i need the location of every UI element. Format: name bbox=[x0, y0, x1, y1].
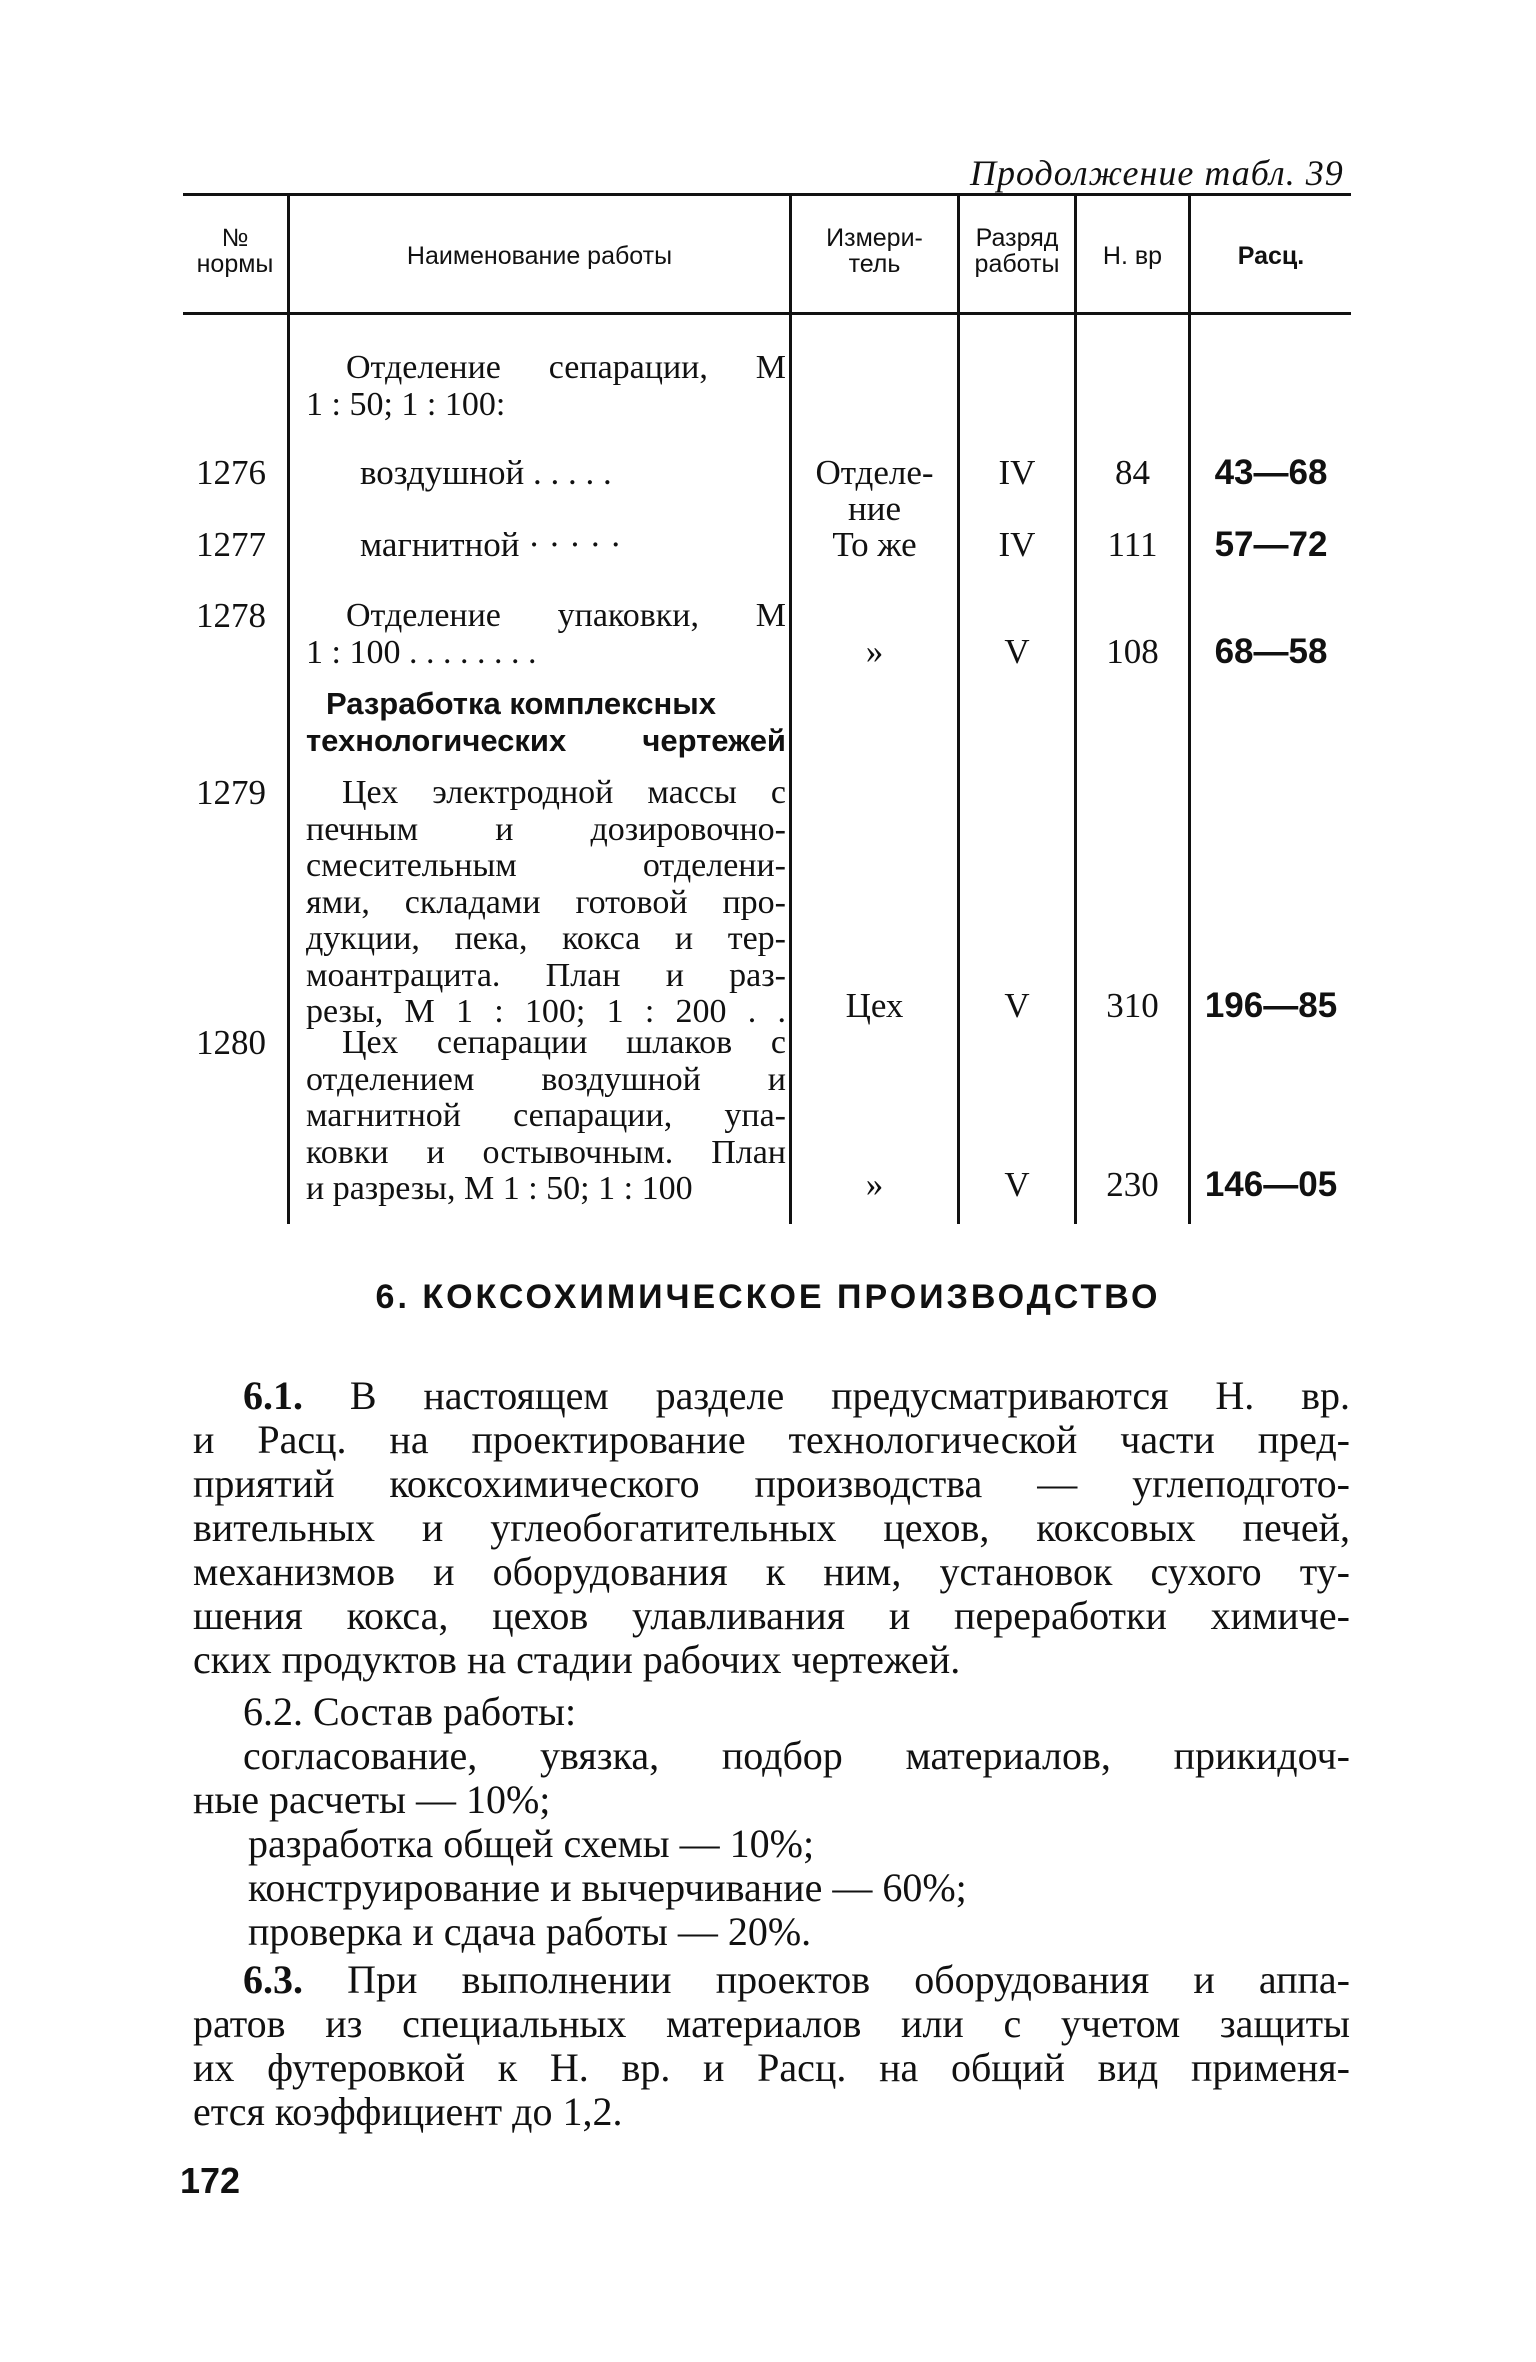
complex-drawings-heading bbox=[306, 686, 786, 759]
row-1280-name-line4: ковки и остывочным. План bbox=[306, 1133, 786, 1171]
row-1279-name-line7: резы, М 1 : 100; 1 : 200 . . bbox=[306, 993, 786, 1030]
paragraph-6-1-number: 6.1. bbox=[243, 1373, 303, 1418]
row-1279-name-line6: моантрацита. План и раз- bbox=[306, 956, 786, 994]
page-number: 172 bbox=[180, 2160, 241, 2201]
col-divider-4 bbox=[1074, 196, 1077, 1224]
header-norm-no-line1: № bbox=[221, 224, 249, 252]
col-divider-2 bbox=[789, 196, 792, 1224]
row-1278-no: 1278 bbox=[196, 596, 266, 635]
row-1276-no: 1276 bbox=[196, 453, 266, 492]
paragraph-6-2 bbox=[193, 1690, 1350, 1954]
row-1279-name-line2: печным и дозировочно- bbox=[306, 810, 786, 848]
row-1280-no: 1280 bbox=[196, 1023, 266, 1062]
header-grade bbox=[960, 225, 1074, 278]
header-unit-line1: Измери- bbox=[826, 224, 923, 252]
table-caption: Продолжение табл. 39 bbox=[970, 153, 1344, 193]
row-1279-name-line3: смесительным отделени- bbox=[306, 847, 786, 884]
row-1279-no: 1279 bbox=[196, 773, 266, 812]
paragraph-6-1 bbox=[193, 1374, 1350, 1682]
row-1280-hours: 230 bbox=[1106, 1165, 1159, 1204]
row-1276-rate: 43—68 bbox=[1214, 453, 1328, 492]
paragraph-6-2-item4: проверка и сдача работы — 20%. bbox=[248, 1909, 812, 1954]
group-heading-line1: Отделение сепарации, М bbox=[346, 349, 786, 386]
col-divider-3 bbox=[957, 196, 960, 1224]
paragraph-6-3-number: 6.3. bbox=[243, 1957, 303, 2002]
row-1279-name-line5: дукции, пека, кокса и тер- bbox=[306, 920, 786, 957]
header-unit-line2: тель bbox=[848, 250, 901, 279]
row-1277-hours: 111 bbox=[1107, 525, 1158, 564]
row-1280-name-line2: отделением воздушной и bbox=[306, 1060, 786, 1098]
group-heading bbox=[306, 350, 786, 423]
row-1277-unit: То же bbox=[832, 525, 917, 564]
paragraph-6-2-head: 6.2. Состав работы: bbox=[243, 1689, 577, 1734]
paragraph-6-2-item1-line1: согласование, увязка, подбор материалов, прикидоч- bbox=[243, 1733, 1350, 1778]
paragraph-6-3-line2: ратов из специальных материалов или с учетом защиты bbox=[193, 2001, 1350, 2046]
row-1279-name-line1: Цех электродной массы с bbox=[342, 774, 786, 811]
paragraph-6-3-line3: их футеровкой к Н. вр. и Расц. на общий вид применя- bbox=[193, 2045, 1350, 2090]
paragraph-6-2-item1-line2: ные расчеты — 10%; bbox=[193, 1777, 551, 1822]
table-top-rule bbox=[183, 193, 1351, 196]
table-header-rule bbox=[183, 312, 1351, 315]
row-1280-grade: V bbox=[1004, 1165, 1030, 1204]
paragraph-6-1-line4: вительных и углеобогатительных цехов, коксовых печей, bbox=[193, 1505, 1350, 1550]
row-1277-rate: 57—72 bbox=[1214, 525, 1328, 564]
row-1278-name-line2: 1 : 100 . . . . . . . . bbox=[306, 633, 537, 671]
paragraph-6-2-item3: конструирование и вычерчивание — 60%; bbox=[248, 1865, 967, 1910]
row-1278-hours: 108 bbox=[1106, 632, 1159, 671]
row-1278-grade: V bbox=[1004, 632, 1030, 671]
header-grade-line2: работы bbox=[974, 250, 1060, 279]
header-norm-no-line2: нормы bbox=[196, 250, 274, 279]
row-1279-grade: V bbox=[1004, 986, 1030, 1025]
row-1278-name bbox=[306, 598, 786, 671]
row-1280-name-line3: магнитной сепарации, упа- bbox=[306, 1097, 786, 1134]
paragraph-6-1-line2: и Расц. на проектирование технологической части пред- bbox=[193, 1417, 1350, 1462]
row-1276-hours: 84 bbox=[1115, 453, 1150, 492]
header-hours: Н. вр bbox=[1102, 242, 1163, 270]
paragraph-6-3-line1 bbox=[193, 1958, 1350, 2002]
row-1280-name-line5: и разрезы, М 1 : 50; 1 : 100 bbox=[306, 1170, 693, 1207]
row-1278-name-line1: Отделение упаковки, М bbox=[346, 597, 786, 634]
paragraph-6-2-item2: разработка общей схемы — 10%; bbox=[248, 1821, 815, 1866]
complex-drawings-heading-line1: Разработка комплексных bbox=[326, 686, 716, 721]
row-1279-hours: 310 bbox=[1106, 986, 1159, 1025]
header-name: Наименование работы bbox=[406, 242, 673, 270]
row-1278-unit: » bbox=[865, 632, 884, 671]
row-1279-unit: Цех bbox=[845, 986, 904, 1025]
row-1280-unit: » bbox=[865, 1165, 884, 1204]
row-1279-rate: 196—85 bbox=[1204, 986, 1338, 1025]
paragraph-6-1-line7: ских продуктов на стадии рабочих чертежей. bbox=[193, 1637, 961, 1682]
header-grade-line1: Разряд bbox=[975, 224, 1059, 252]
row-1278-rate: 68—58 bbox=[1214, 632, 1328, 671]
group-heading-line2: 1 : 50; 1 : 100: bbox=[306, 385, 506, 423]
row-1276-grade: IV bbox=[998, 453, 1036, 492]
row-1279-name-line4: ями, складами готовой про- bbox=[306, 883, 786, 921]
paragraph-6-3 bbox=[193, 1958, 1350, 2134]
row-1279-name bbox=[306, 775, 786, 1031]
section-title: 6. КОКСОХИМИЧЕСКОЕ ПРОИЗВОДСТВО bbox=[375, 1278, 1161, 1316]
row-1280-rate: 146—05 bbox=[1204, 1165, 1338, 1204]
paragraph-6-1-line1 bbox=[193, 1374, 1350, 1418]
col-divider-1 bbox=[287, 196, 290, 1224]
row-1280-name bbox=[306, 1025, 786, 1208]
header-norm-no bbox=[183, 225, 287, 278]
row-1277-name: магнитной · · · · · bbox=[360, 525, 622, 564]
paragraph-6-1-line3: приятий коксохимического производства — углеподгото- bbox=[193, 1461, 1350, 1506]
row-1276-unit: Отделе- ние bbox=[815, 453, 934, 528]
header-unit bbox=[792, 225, 957, 278]
paragraph-6-1-line6: шения кокса, цехов улавливания и переработки химиче- bbox=[193, 1593, 1350, 1638]
header-rate: Расц. bbox=[1237, 242, 1305, 270]
row-1277-grade: IV bbox=[998, 525, 1036, 564]
paragraph-6-3-line4: ется коэффициент до 1,2. bbox=[193, 2089, 623, 2134]
row-1280-name-line1: Цех сепарации шлаков с bbox=[342, 1024, 786, 1061]
col-divider-5 bbox=[1188, 196, 1191, 1224]
paragraph-6-1-line5: механизмов и оборудования к ним, установок сухого ту- bbox=[193, 1549, 1350, 1594]
row-1277-no: 1277 bbox=[196, 525, 266, 564]
paragraph-6-3-line1-text: При выполнении проектов оборудования и аппа- bbox=[303, 1957, 1350, 2002]
paragraph-6-1-line1-text: В настоящем разделе предусматриваются Н. вр. bbox=[303, 1373, 1350, 1418]
row-1276-name: воздушной . . . . . bbox=[360, 453, 612, 492]
complex-drawings-heading-line2: технологических чертежей bbox=[306, 722, 786, 758]
